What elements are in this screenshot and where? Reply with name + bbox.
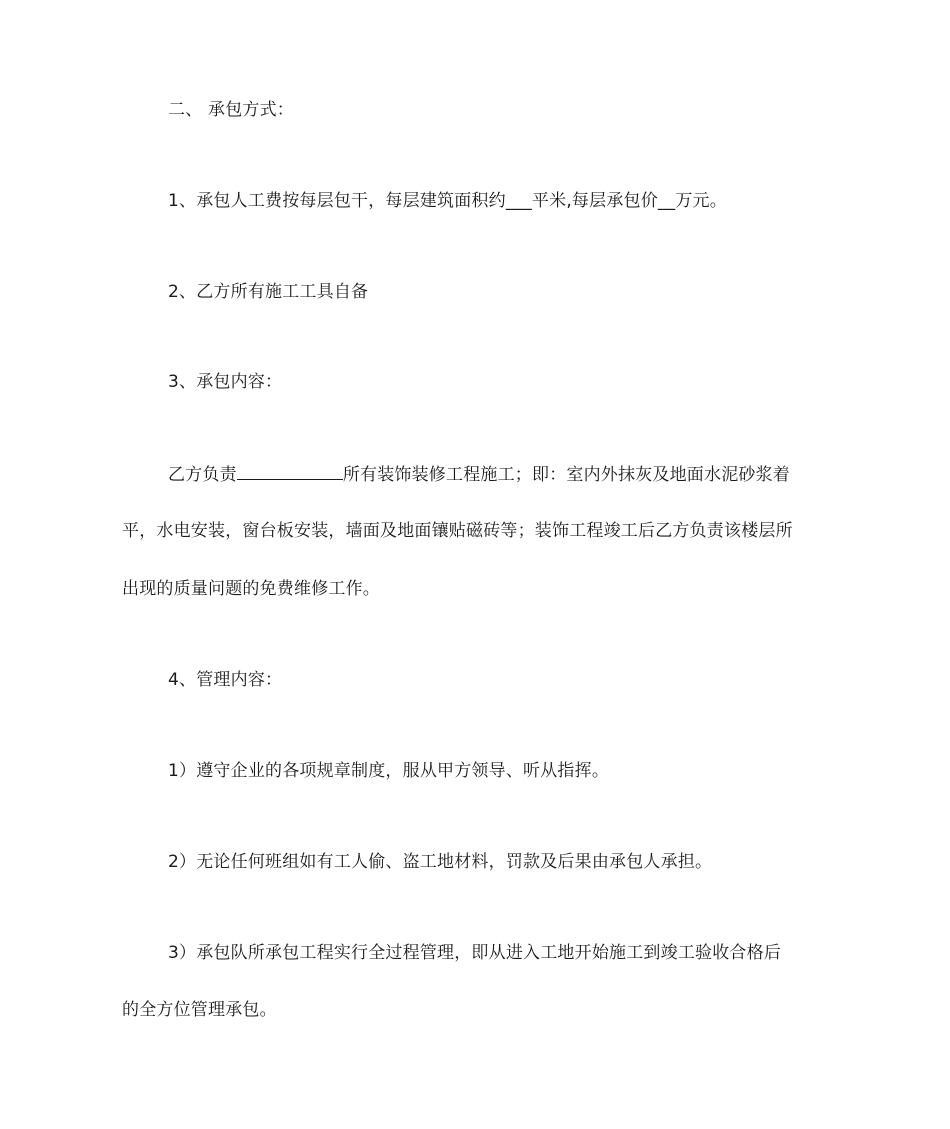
item-4: 4、管理内容： [168, 670, 283, 690]
fill-in-blank [237, 462, 343, 480]
sub-item-3-line-1: 3）承包队所承包工程实行全过程管理，即从进入工地开始施工到竣工验收合格后 [168, 943, 782, 963]
paragraph-line-1-rest: 所有装饰装修工程施工；即：室内外抹灰及地面水泥砂浆着 [342, 465, 791, 485]
section-heading: 二、 承包方式： [168, 100, 295, 120]
item-2: 2、乙方所有施工工具自备 [168, 282, 369, 302]
sub-item-3-line-2: 的全方位管理承包。 [122, 1000, 277, 1020]
sub-item-1: 1）遵守企业的各项规章制度，服从甲方领导、听从指挥。 [168, 761, 610, 781]
paragraph-line-1 [168, 462, 828, 487]
item-3: 3、承包内容： [168, 372, 283, 392]
paragraph-line-2: 平，水电安装，窗台板安装，墙面及地面镶贴磁砖等；装饰工程竣工后乙方负责该楼层所 [122, 521, 793, 541]
sub-item-2: 2）无论任何班组如有工人偷、盗工地材料，罚款及后果由承包人承担。 [168, 852, 713, 872]
item-1: 1、承包人工费按每层包干，每层建筑面积约___平米,每层承包价__万元。 [168, 191, 727, 211]
paragraph-prefix: 乙方负责 [168, 465, 237, 485]
paragraph-line-3: 出现的质量问题的免费维修工作。 [122, 579, 380, 599]
